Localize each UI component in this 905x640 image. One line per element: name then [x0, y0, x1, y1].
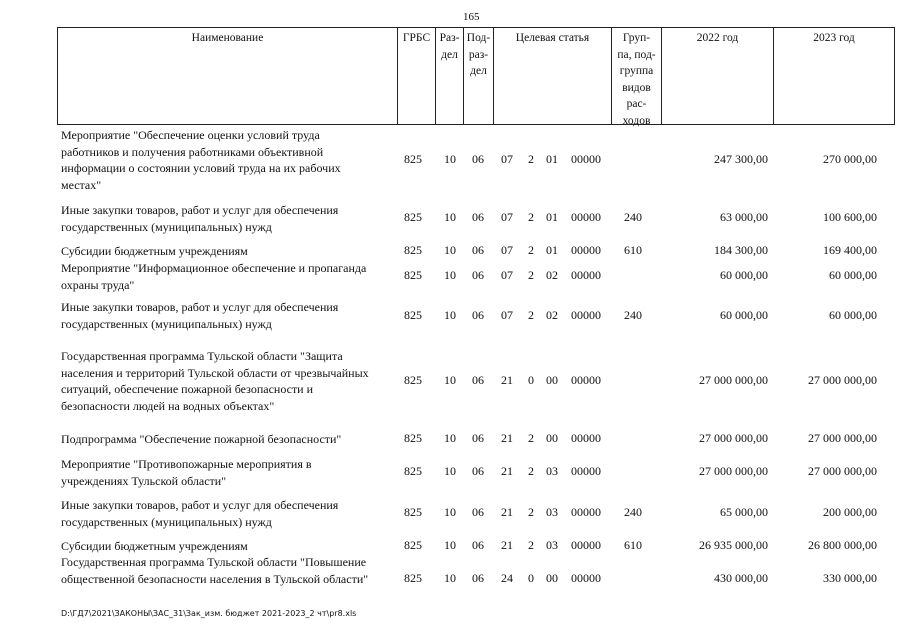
- cell-target-3: 00: [546, 373, 558, 387]
- cell-podrazdel: 06: [472, 210, 484, 224]
- row-name: Подпрограмма "Обеспечение пожарной безопасности": [61, 432, 342, 446]
- cell-2023: 270 000,00: [823, 152, 877, 166]
- cell-podrazdel: 06: [472, 571, 484, 585]
- cell-2022: 65 000,00: [720, 505, 768, 519]
- cell-group: 240: [624, 505, 642, 519]
- cell-target-4: 00000: [571, 308, 601, 322]
- header-2022: 2022 год: [661, 27, 773, 125]
- cell-target-2: 2: [528, 431, 534, 445]
- page-number: 165: [463, 11, 480, 23]
- header-group: Груп- па, под- группа видов рас- ходов: [611, 27, 661, 125]
- cell-target-3: 00: [546, 431, 558, 445]
- cell-target-1: 07: [501, 308, 513, 322]
- cell-grbs: 825: [404, 152, 422, 166]
- cell-target-1: 07: [501, 210, 513, 224]
- cell-podrazdel: 06: [472, 464, 484, 478]
- row-name: Государственная программа Тульской области "Защита населения и территорий Тульской области от чрезвычайных ситуаций, обеспечение пожарной безопасности и безопасности людей на водных объектах": [61, 349, 369, 413]
- cell-target-1: 07: [501, 243, 513, 257]
- cell-target-1: 21: [501, 505, 513, 519]
- cell-target-1: 07: [501, 152, 513, 166]
- cell-podrazdel: 06: [472, 243, 484, 257]
- cell-group: 240: [624, 210, 642, 224]
- cell-2022: 430 000,00: [714, 571, 768, 585]
- cell-razdel: 10: [444, 152, 456, 166]
- cell-grbs: 825: [404, 210, 422, 224]
- row-name: Государственная программа Тульской области "Повышение общественной безопасности населения в Тульской области": [61, 555, 369, 586]
- row-name: Мероприятие "Противопожарные мероприятия в учреждениях Тульской области": [61, 457, 312, 488]
- cell-target-1: 07: [501, 268, 513, 282]
- cell-target-4: 00000: [571, 571, 601, 585]
- cell-grbs: 825: [404, 538, 422, 552]
- cell-podrazdel: 06: [472, 538, 484, 552]
- cell-razdel: 10: [444, 268, 456, 282]
- header-podrazdel: Под- раз- дел: [463, 27, 493, 125]
- cell-target-3: 01: [546, 210, 558, 224]
- cell-target-4: 00000: [571, 268, 601, 282]
- cell-target-4: 00000: [571, 243, 601, 257]
- cell-grbs: 825: [404, 308, 422, 322]
- cell-target-3: 01: [546, 152, 558, 166]
- header-grbs: ГРБС: [397, 27, 435, 125]
- cell-razdel: 10: [444, 464, 456, 478]
- cell-2023: 60 000,00: [829, 268, 877, 282]
- row-name: Субсидии бюджетным учреждениям: [61, 539, 248, 553]
- cell-target-4: 00000: [571, 464, 601, 478]
- cell-2022: 184 300,00: [714, 243, 768, 257]
- header-razdel: Раз- дел: [435, 27, 463, 125]
- cell-target-3: 01: [546, 243, 558, 257]
- cell-group: 610: [624, 243, 642, 257]
- cell-grbs: 825: [404, 571, 422, 585]
- cell-target-2: 2: [528, 464, 534, 478]
- cell-podrazdel: 06: [472, 431, 484, 445]
- cell-target-4: 00000: [571, 152, 601, 166]
- cell-2023: 200 000,00: [823, 505, 877, 519]
- cell-podrazdel: 06: [472, 373, 484, 387]
- cell-razdel: 10: [444, 571, 456, 585]
- cell-razdel: 10: [444, 308, 456, 322]
- cell-2023: 27 000 000,00: [808, 431, 877, 445]
- cell-target-4: 00000: [571, 431, 601, 445]
- cell-2022: 247 300,00: [714, 152, 768, 166]
- cell-2023: 169 400,00: [823, 243, 877, 257]
- cell-target-4: 00000: [571, 373, 601, 387]
- cell-2022: 27 000 000,00: [699, 464, 768, 478]
- cell-podrazdel: 06: [472, 152, 484, 166]
- cell-grbs: 825: [404, 268, 422, 282]
- cell-target-2: 2: [528, 210, 534, 224]
- cell-podrazdel: 06: [472, 308, 484, 322]
- cell-2022: 27 000 000,00: [699, 431, 768, 445]
- header-name: Наименование: [57, 27, 397, 125]
- cell-razdel: 10: [444, 431, 456, 445]
- cell-grbs: 825: [404, 464, 422, 478]
- cell-razdel: 10: [444, 505, 456, 519]
- cell-razdel: 10: [444, 373, 456, 387]
- cell-group: 610: [624, 538, 642, 552]
- cell-2023: 60 000,00: [829, 308, 877, 322]
- cell-target-1: 24: [501, 571, 513, 585]
- cell-target-3: 03: [546, 464, 558, 478]
- cell-podrazdel: 06: [472, 268, 484, 282]
- cell-razdel: 10: [444, 538, 456, 552]
- cell-target-3: 02: [546, 268, 558, 282]
- header-target: Целевая статья: [493, 27, 611, 125]
- cell-target-2: 2: [528, 538, 534, 552]
- cell-target-4: 00000: [571, 538, 601, 552]
- cell-target-4: 00000: [571, 505, 601, 519]
- cell-target-2: 2: [528, 268, 534, 282]
- cell-2023: 330 000,00: [823, 571, 877, 585]
- cell-2023: 27 000 000,00: [808, 464, 877, 478]
- cell-2022: 63 000,00: [720, 210, 768, 224]
- cell-target-2: 2: [528, 308, 534, 322]
- cell-grbs: 825: [404, 373, 422, 387]
- cell-target-1: 21: [501, 538, 513, 552]
- row-name: Субсидии бюджетным учреждениям: [61, 244, 248, 258]
- cell-target-1: 21: [501, 373, 513, 387]
- cell-2023: 100 600,00: [823, 210, 877, 224]
- cell-2022: 27 000 000,00: [699, 373, 768, 387]
- cell-grbs: 825: [404, 243, 422, 257]
- cell-grbs: 825: [404, 431, 422, 445]
- row-name: Мероприятие "Обеспечение оценки условий труда работников и получения работниками объективной информации о состоянии условий труда на их рабочих местах": [61, 128, 341, 192]
- cell-target-2: 0: [528, 373, 534, 387]
- cell-target-3: 03: [546, 505, 558, 519]
- cell-grbs: 825: [404, 505, 422, 519]
- cell-target-2: 2: [528, 243, 534, 257]
- cell-razdel: 10: [444, 210, 456, 224]
- cell-target-3: 03: [546, 538, 558, 552]
- cell-target-1: 21: [501, 431, 513, 445]
- cell-2022: 60 000,00: [720, 268, 768, 282]
- row-name: Иные закупки товаров, работ и услуг для обеспечения государственных (муниципальных) нужд: [61, 300, 339, 331]
- file-path-footer: D:\ГД7\2021\ЗАКОНЫ\ЗАС_31\Зак_изм. бюджет 2021-2023_2 чт\pr8.xls: [61, 609, 357, 618]
- cell-target-3: 02: [546, 308, 558, 322]
- cell-target-2: 2: [528, 152, 534, 166]
- cell-2023: 26 800 000,00: [808, 538, 877, 552]
- cell-2023: 27 000 000,00: [808, 373, 877, 387]
- row-name: Иные закупки товаров, работ и услуг для обеспечения государственных (муниципальных) нужд: [61, 498, 339, 529]
- cell-target-2: 0: [528, 571, 534, 585]
- cell-group: 240: [624, 308, 642, 322]
- cell-podrazdel: 06: [472, 505, 484, 519]
- row-name: Мероприятие "Информационное обеспечение и пропаганда охраны труда": [61, 261, 367, 292]
- row-name: Иные закупки товаров, работ и услуг для обеспечения государственных (муниципальных) нужд: [61, 203, 339, 234]
- cell-2022: 60 000,00: [720, 308, 768, 322]
- cell-target-4: 00000: [571, 210, 601, 224]
- cell-2022: 26 935 000,00: [699, 538, 768, 552]
- cell-target-3: 00: [546, 571, 558, 585]
- header-2023: 2023 год: [773, 27, 895, 125]
- cell-razdel: 10: [444, 243, 456, 257]
- cell-target-1: 21: [501, 464, 513, 478]
- cell-target-2: 2: [528, 505, 534, 519]
